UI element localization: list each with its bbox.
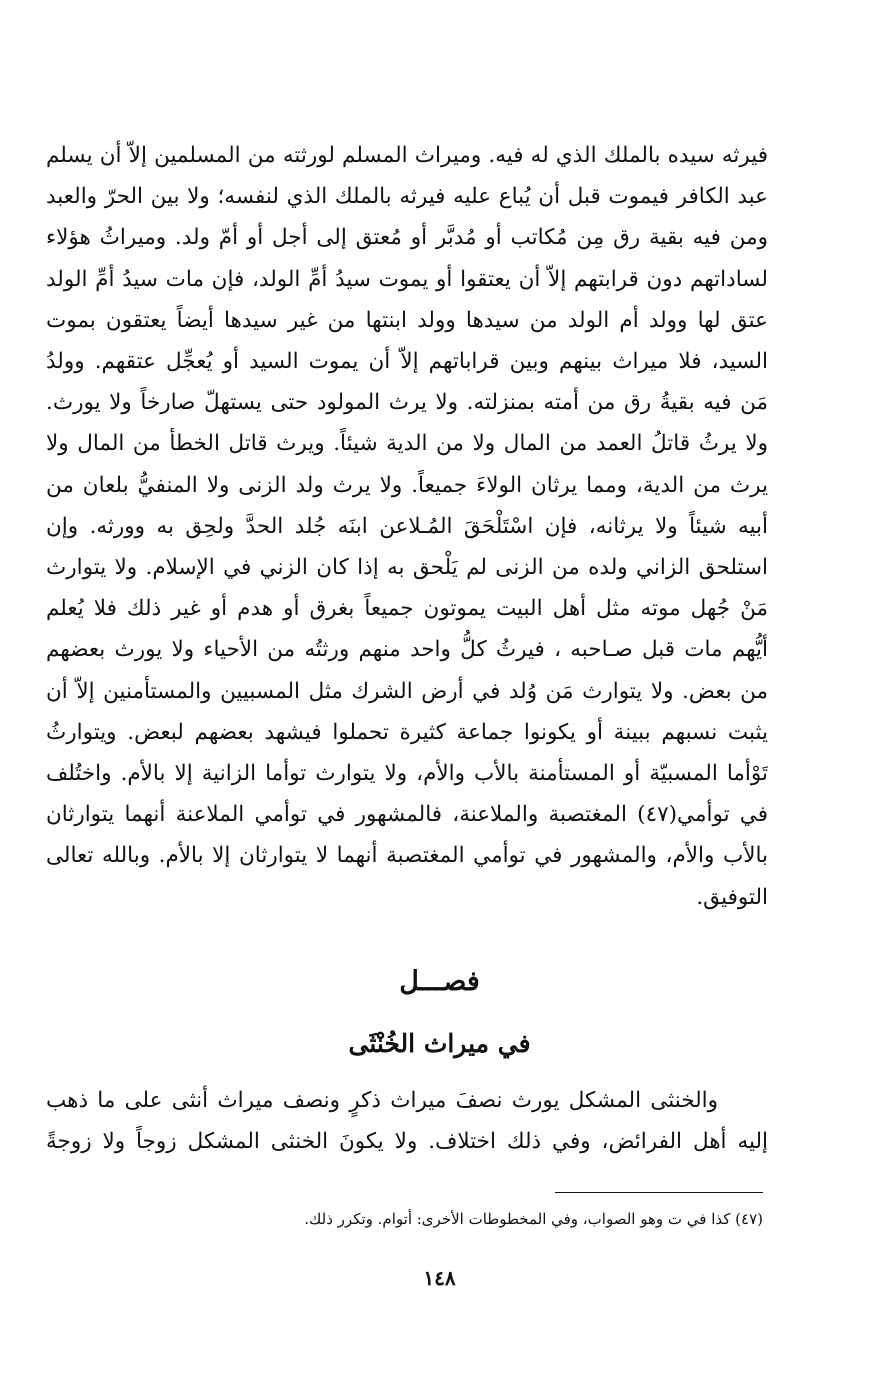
text-line: يرث من الدية، ومما يرثان الولاءَ جميعاً. ولا يرث ولد الزنى ولا المنفيُّ بلعان من <box>46 472 768 498</box>
text-line: مَنْ جُهل موته مثل أهل البيت يموتون جميعاً بغرق أو هدم أو غير ذلك فلا يُعلم <box>46 596 768 622</box>
text-line: لساداتهم دون قرابتهم إلاّ أن يعتقوا أو يموت سيدُ أمِّ الولد، فإن مات سيدُ أمِّ الولد <box>46 266 768 292</box>
section-subheading: في ميراث الخُنْثَى <box>348 1029 531 1058</box>
text-line: عتق لها وولد أم الولد من سيدها وولد ابنتها من غير سيدها أيضاً يعتقون بموت <box>46 307 768 333</box>
text-line: والخنثى المشكل يورث نصفَ ميراث ذكرٍ ونصف ميراث أنثى على ما ذهب <box>46 1088 718 1113</box>
text-line: في توأمي(٤٧) المغتصبة والملاعنة، فالمشهور في توأمي الملاعنة أنهما يتوارثان <box>46 802 768 828</box>
text-line: بالأب والأم، والمشهور في توأمي المغتصبة أنهما لا يتوارثان إلا بالأم. وبالله تعالى <box>46 843 768 869</box>
page-number: ١٤٨ <box>423 1266 456 1290</box>
text-line: السيد، فلا ميراث بينهم وبين قراباتهم إلاّ أن يموت السيد أو يُعجِّل عتقهم. وولدُ <box>46 349 768 375</box>
main-paragraph <box>46 135 768 918</box>
text-line: تَوْأما المسبيّة أو المستأمنة بالأب والأم، ولا يتوارث توأما الزانية إلا بالأم. واختُلف <box>46 761 768 787</box>
text-line: من بعض. ولا يتوارث مَن وُلد في أرض الشرك مثل المسبيين والمستأمنين إلاّ أن <box>46 678 768 704</box>
section-heading: فصـــل <box>399 966 480 997</box>
text-line: أبيه شيئاً ولا يرثانه، فإن اسْتَلْحَقَ المُـلاعن ابنَه جُلد الحدَّ ولحِق به وورثه. وإن <box>46 513 768 539</box>
text-line: يثبت نسبهم ببينة أو يكونوا جماعة كثيرة تحملوا فيشهد بعضهم لبعض. ويتوارثُ <box>46 719 768 745</box>
text-line: استلحق الزاني ولده من الزنى لم يَلْحق به إذا كان الزني في الإسلام. ولا يتوارث <box>46 555 768 581</box>
text-line: التوفيق. <box>696 884 768 910</box>
footnote-divider <box>555 1192 763 1193</box>
text-line: إليه أهل الفرائض، وفي ذلك اختلاف. ولا يكونَ الخنثى المشكل زوجاً ولا زوجةً <box>46 1129 768 1155</box>
text-line: عبد الكافر فيموت قبل أن يُباع عليه فيرثه بالملك الذي لنفسه؛ ولا بين الحرّ والعبد <box>46 184 768 210</box>
text-line: أيُّهم مات قبل صـاحبه ، فيرثُ كلُّ واحد منهم ورثتُه من الأحياء ولا يورث بعضهم <box>46 637 768 663</box>
text-line: ومن فيه بقية رق مِن مُكاتب أو مُدبَّر أو مُعتق إلى أجل أو أمّ ولد. وميراثُ هؤلاء <box>46 225 768 251</box>
footnote: (٤٧) كذا في ت وهو الصواب، وفي المخطوطات الأخرى: أتوام. وتكرر ذلك. <box>304 1210 763 1228</box>
section-paragraph <box>46 1080 768 1162</box>
text-line: فيرثه سيده بالملك الذي له فيه. وميراث المسلم لورثته من المسلمين إلاّ أن يسلم <box>46 143 768 168</box>
text-line: مَن فيه بقيةُ رق من أمته بمنزلته. ولا يرث المولود حتى يستهلّ صارخاً ولا يورث. <box>46 390 768 416</box>
text-line: ولا يرثُ قاتلُ العمد من المال ولا من الدية شيئاً. ويرث قاتل الخطأ من المال ولا <box>46 431 768 457</box>
